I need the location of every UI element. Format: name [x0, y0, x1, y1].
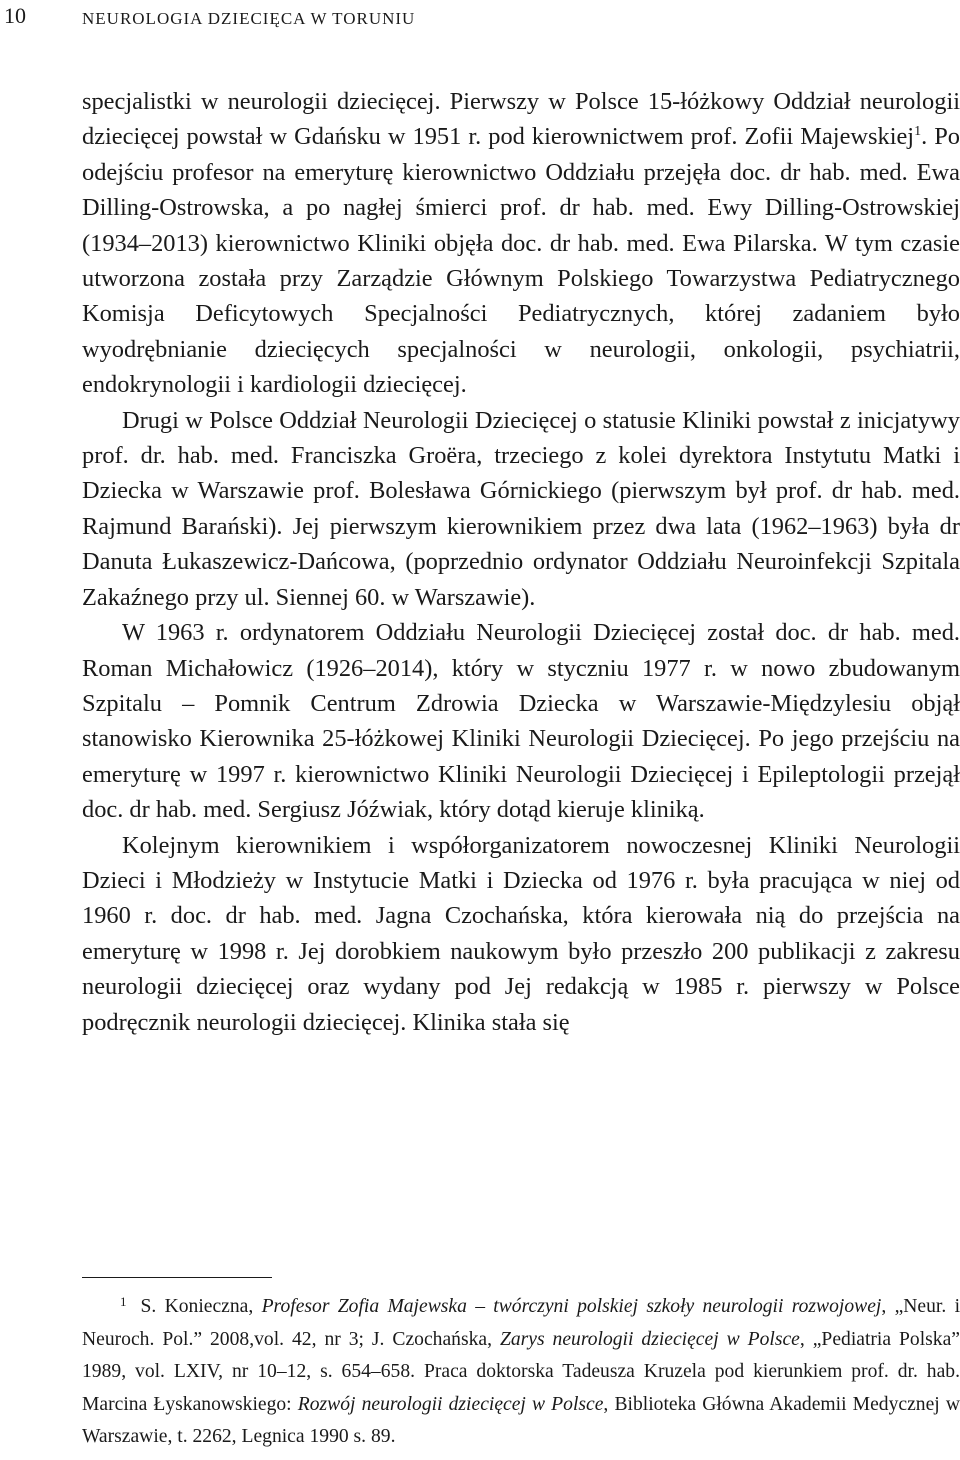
footnote-separator — [82, 1277, 272, 1278]
paragraph-1-text-b: . Po odejściu profesor na emeryturę kierownictwo Oddziału przejęła doc. dr hab. med. Ewa Dilling-Ostrowska, a po nagłej śmierci prof. dr hab. med. Ewy Dilling-Ostrowskiej (1934–2013) kierownictwo Kliniki objęła doc. dr hab. med. Ewa Pilarska. W tym czasie utworzona została przy Zarządzie Głównym Polskiego Towarzystwa Pediatrycznego Komisja Deficytowych Specjalności Pediatrycznych, której zadaniem było wyodrębnianie dziecięcych specjalności w neurologii, onkologii, psychiatrii, endokrynologii i kardiologii dziecięcej. — [82, 123, 960, 399]
footnote-text-1: S. Konieczna, — [140, 1296, 262, 1317]
paragraph-3: W 1963 r. ordynatorem Oddziału Neurologii Dziecięcej został doc. dr hab. med. Roman Michałowicz (1926–2014), który w styczniu 1977 r. w nowo zbudowanym Szpitalu – Pomnik Centrum Zdrowia Dziecka w Warszawie-Międzylesiu objął stanowisko Kierownika 25-łóżkowej Kliniki Neurologii Dziecięcej. Po jego przejściu na emeryturę w 1997 r. kierownictwo Kliniki Neurologii Dziecięcej i Epileptologii przejął doc. dr hab. med. Sergiusz Jóźwiak, który dotąd kieruje kliniką. — [82, 619, 960, 824]
paragraph-1-text-a: specjalistki w neurologii dziecięcej. Pierwszy w Polsce 15-łóżkowy Oddział neurologii dziecięcej powstał w Gdańsku w 1951 r. pod kierownictwem prof. Zofii Majewskiej — [82, 88, 960, 151]
main-text — [82, 84, 960, 1040]
footnote-mark: 1 — [120, 1294, 127, 1309]
footnote-text-3: , „Pediatria Polska” 1989, vol. LXIV, nr 10–12, s. 654–658. Praca doktorska Tadeusza Kruzela pod kierunkiem prof. dr. hab. Marcina Łyskanowskiego: — [82, 1328, 960, 1415]
footnote-text-4: , Biblioteka Główna Akademii Medycznej w Warszawie, t. 2262, Legnica 1990 s. 89. — [82, 1393, 960, 1447]
footnote-title-1: Profesor Zofia Majewska – twórczyni polskiej szkoły neurologii rozwojowej — [261, 1296, 882, 1317]
paragraph-1 — [82, 84, 960, 403]
footnote-text-2: , „Neur. i Neuroch. Pol.” 2008,vol. 42, nr 3; J. Czochańska, — [82, 1296, 960, 1350]
page-header — [0, 4, 960, 32]
footnote-reference: 1 — [914, 124, 922, 140]
footnote-title-3: Rozwój neurologii dziecięcej w Polsce — [297, 1393, 604, 1415]
paragraph-2: Drugi w Polsce Oddział Neurologii Dziecięcej o statusie Kliniki powstał z inicjatywy prof. dr. hab. med. Franciszka Groëra, trzeciego z kolei dyrektora Instytutu Matki i Dziecka w Warszawie prof. Bolesława Górnickiego (pierwszym był prof. dr hab. med. Rajmund Barański). Jej pierwszym kierownikiem przez dwa lata (1962–1963) była dr Danuta Łukaszewicz-Dańcowa, (poprzednio ordynator Oddziału Neuroinfekcji Szpitala Zakaźnego przy ul. Siennej 60. w Warszawie). — [82, 406, 960, 611]
footnote-title-2: Zarys neurologii dziecięcej w Polsce — [499, 1328, 800, 1350]
running-title: NEUROLOGIA DZIECIĘCA W TORUNIU — [82, 9, 416, 28]
paragraph-4: Kolejnym kierownikiem i współorganizatorem nowoczesnej Kliniki Neurologii Dzieci i Młodzieży w Instytucie Matki i Dziecka od 1976 r. była pracująca w niej od 1960 r. doc. dr hab. med. Jagna Czochańska, która kierowała nią do przejścia na emeryturę w 1998 r. Jej dorobkiem naukowym było przeszło 200 publikacji z zakresu neurologii dziecięcej oraz wydany pod Jej redakcją w 1985 r. pierwszy w Polsce podręcznik neurologii dziecięcej. Klinika stała się — [82, 831, 960, 1036]
footnote — [82, 1286, 960, 1454]
page-number: 10 — [4, 3, 26, 28]
